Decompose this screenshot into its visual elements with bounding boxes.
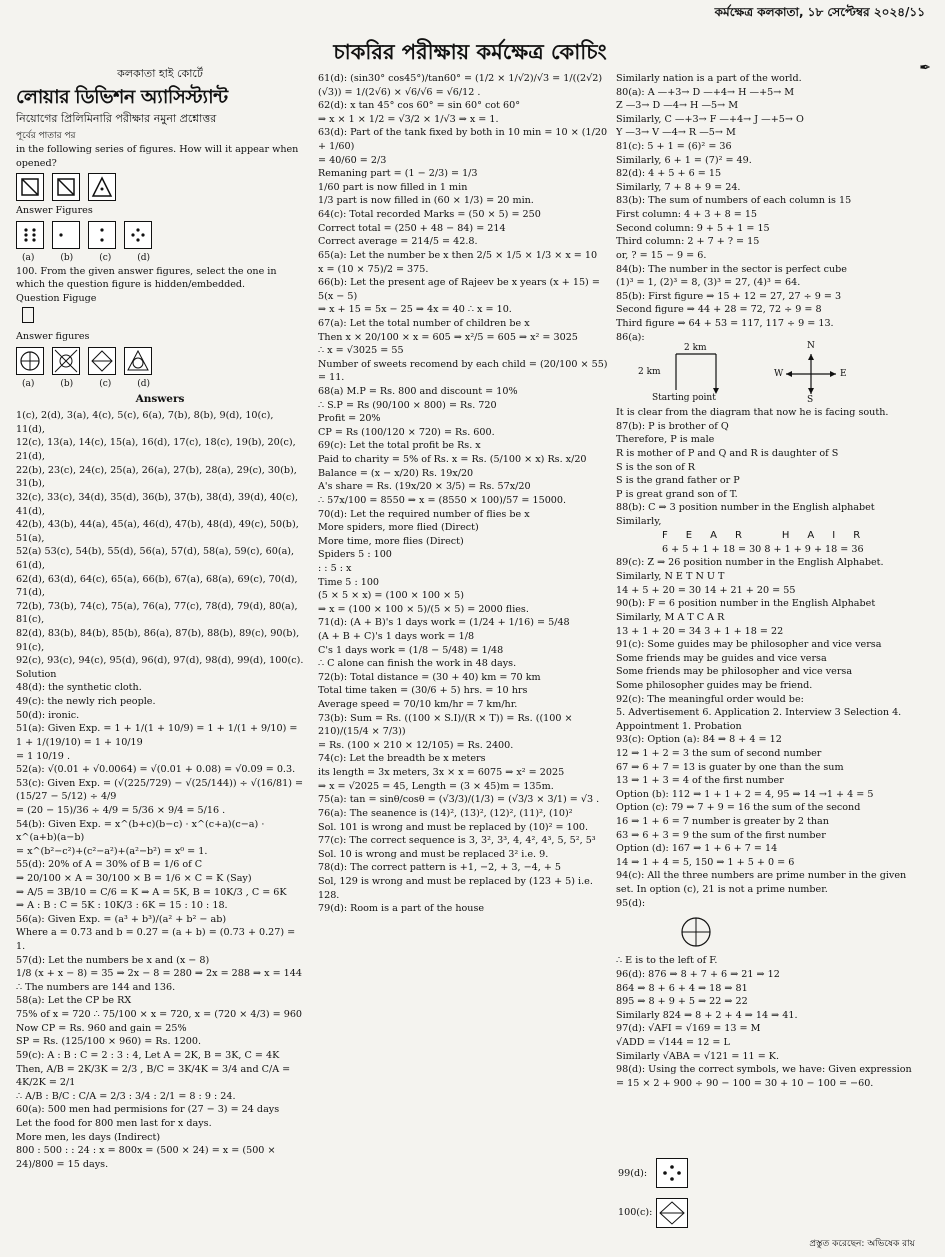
- solution-line: 13 ⇒ 1 + 3 = 4 of the first number: [616, 775, 784, 787]
- solution-line: Correct total = (250 + 48 − 84) = 214: [318, 222, 506, 234]
- solution-line: 13 + 1 + 20 = 34 3 + 1 + 18 = 22: [616, 625, 784, 637]
- solution-line: 67 ⇒ 6 + 7 = 13 is guater by one than the sum: [616, 761, 844, 773]
- solution-line: or, ? = 15 − 9 = 6.: [616, 249, 707, 261]
- solution-line: 97(d): √AFI = √169 = 13 = M: [616, 1023, 761, 1035]
- answer-line: 42(b), 43(b), 44(a), 45(a), 46(d), 47(b), 48(d), 49(c), 50(b), 51(a),: [16, 519, 299, 544]
- col3-solutions-a: [616, 72, 916, 331]
- solution-line: 62(d): x tan 45° cos 60° = sin 60° cot 60°: [318, 100, 521, 112]
- solution-line: ∴ C alone can finish the work in 48 days.: [318, 658, 517, 670]
- solution-line: 75(a): tan = sinθ/cosθ = (√3/3)/(1/3) = (√3/3 × 3/1) = √3 .: [318, 794, 600, 806]
- answer-line: 72(b), 73(b), 74(c), 75(a), 76(a), 77(c), 78(d), 79(d), 80(a), 81(c),: [16, 600, 298, 626]
- column-3: [616, 72, 916, 1252]
- solution-line: 91(c): Some guides may be philosopher and vice versa: [616, 639, 882, 651]
- question-figure-1: [16, 173, 44, 201]
- embed-figure-d: [124, 347, 152, 375]
- solution-line: ⇒ A/5 = 3B/10 = C/6 = K ⇒ A = 5K, B = 10K/3 , C = 6K: [16, 886, 287, 898]
- solution-line: x = (10 × 75)/2 = 375.: [318, 263, 429, 275]
- seating-diagram: [616, 910, 916, 954]
- solution-line: It is clear from the diagram that now he is facing south.: [616, 407, 889, 419]
- post-subtitle: নিয়োগের প্রিলিমিনারি পরীক্ষার নমুনা প্রশ্নোত্তর: [16, 111, 217, 125]
- col3-solutions-c: [616, 556, 916, 896]
- solution-line: = Rs. (100 × 210 × 12/105) = Rs. 2400.: [318, 739, 514, 751]
- question-figure-2: [52, 173, 80, 201]
- answer-line: 82(d), 83(b), 84(b), 85(b), 86(a), 87(b), 88(b), 89(c), 90(b), 91(c),: [16, 628, 300, 653]
- solution-line: 80(a): A —+3→ D —+4→ H —+5→ M: [616, 86, 795, 98]
- solution-line: 67(a): Let the total number of children be x: [318, 317, 530, 329]
- solution-line: Profit = 20%: [318, 413, 381, 425]
- diag-2km-left: 2 km: [638, 367, 661, 378]
- solution-line: Similarly, 6 + 1 = (7)² = 49.: [616, 154, 752, 166]
- solution-line: Second column: 9 + 5 + 1 = 15: [616, 222, 770, 234]
- solution-line: 5. Advertisement 6. Application 2. Interview 3 Selection 4. Appointment 1. Probation: [616, 707, 902, 732]
- solution-line: ⇒ A : B : C = 5K : 10K/3 : 6K = 15 : 10 : 18.: [16, 900, 228, 912]
- solution-line: ⇒ x = √2025 = 45, Length = (3 × 45)m = 135m.: [318, 780, 554, 792]
- solution-line: 71(d): (A + B)'s 1 days work = (1/24 + 1/16) = 5/48: [318, 617, 570, 629]
- fear-hair-sums: 6 + 5 + 1 + 18 = 30 8 + 1 + 9 + 18 = 36: [662, 543, 864, 555]
- answer-figures-label-1: Answer Figures: [16, 205, 93, 217]
- solution-line: 53(c): Given Exp. = (√(225/729) − √(25/144)) ÷ √(16/81) = (15/27 − 5/12) ÷ 4/9: [16, 777, 304, 803]
- solution-line: Now CP = Rs. 960 and gain = 25%: [16, 1022, 187, 1034]
- solution-line: 94(c): All the three numbers are prime number in the given set. In option (c), 21 is not a prime number.: [616, 870, 907, 896]
- answer-line: 1(c), 2(d), 3(a), 4(c), 5(c), 6(a), 7(b), 8(b), 9(d), 10(c), 11(d),: [16, 410, 274, 435]
- solution-line: 16 ⇒ 1 + 6 = 7 number is greater by 2 than: [616, 816, 829, 828]
- answer-figure-a: [16, 221, 44, 249]
- solution-line: Let the food for 800 men last for x days.: [16, 1117, 212, 1129]
- solution-line: Some friends may be guides and vice versa: [616, 652, 827, 664]
- solution-line: ⇒ x = (100 × 100 × 5)/(5 × 5) = 2000 flies.: [318, 603, 529, 615]
- solution-line: Some friends may be philosopher and vice versa: [616, 666, 853, 678]
- solution-line: 84(b): The number in the sector is perfect cube: [616, 263, 847, 275]
- answer-line: 12(c), 13(a), 14(c), 15(a), 16(d), 17(c), 18(c), 19(b), 20(c), 21(d),: [16, 437, 296, 463]
- col3-solutions-d: [616, 954, 916, 1090]
- solution-line: = (20 − 15)/36 ÷ 4/9 = 5/36 × 9/4 = 5/16 .: [16, 804, 226, 816]
- solution-line: CP = Rs (100/120 × 720) = Rs. 600.: [318, 426, 495, 438]
- solution-line: 81(c): 5 + 1 = (6)² = 36: [616, 141, 732, 153]
- solution-line: More spiders, more flied (Direct): [318, 522, 479, 534]
- solution-line: 59(c): A : B : C = 2 : 3 : 4, Let A = 2K, B = 3K, C = 4K: [16, 1049, 280, 1061]
- fig-label-c: (c): [99, 378, 112, 389]
- solution-line: 55(d): 20% of A = 30% of B = 1/6 of C: [16, 859, 203, 871]
- solution-line: Total time taken = (30/6 + 5) hrs. = 10 hrs: [318, 685, 528, 697]
- letter: F: [662, 529, 668, 541]
- solution-line: 63 ⇒ 6 + 3 = 9 the sum of the first number: [616, 829, 826, 841]
- solution-line: Some philosopher guides may be friend.: [616, 679, 813, 691]
- solution-line: ⇒ x × 1 × 1/2 = √3/2 × 1/√3 ⇒ x = 1.: [318, 113, 499, 125]
- solution-line: 1/8 (x + x − 8) = 35 ⇒ 2x − 8 = 280 ⇒ 2x = 288 ⇒ x = 144: [16, 968, 302, 980]
- solution-line: More men, les days (Indirect): [16, 1131, 161, 1143]
- solution-line: 51(a): Given Exp. = 1 + 1/(1 + 10/9) = 1 + 1/(1 + 9/10) = 1 + 1/(19/10) = 1 + 10/19: [16, 723, 298, 748]
- solution-line: C's 1 days work = (1/8 − 5/48) = 1/48: [318, 644, 504, 656]
- solution-line: : : 5 : x: [318, 562, 352, 574]
- diag-starting-point: Starting point: [652, 393, 716, 404]
- solution-line: ∴ A/B : B/C : C/A = 2/3 : 3/4 : 2/1 = 8 : 9 : 24.: [16, 1090, 236, 1102]
- solution-line: R is mother of P and Q and R is daughter of S: [616, 448, 839, 460]
- q100-answer-figure: [656, 1198, 688, 1228]
- solution-line: Sol. 10 is wrong and must be replaced 3² i.e. 9.: [318, 848, 549, 860]
- solution-line: 52(a): √(0.01 + √0.0064) = √(0.01 + 0.08) = √0.09 = 0.3.: [16, 764, 296, 776]
- solution-line: 82(d): 4 + 5 + 6 = 15: [616, 168, 722, 180]
- question-99: in the following series of figures. How will it appear when opened?: [16, 143, 299, 169]
- solution-line: Time 5 : 100: [318, 576, 380, 588]
- solution-line: 68(a) M.P = Rs. 800 and discount = 10%: [318, 386, 518, 398]
- answer-line: 92(c), 93(c), 94(c), 95(d), 96(d), 97(d), 98(d), 99(d), 100(c).: [16, 655, 304, 667]
- solution-line: = x^(b²−c²)+(c²−a²)+(a²−b²) = x⁰ = 1.: [16, 845, 208, 857]
- solution-line: (1)³ = 1, (2)³ = 8, (3)³ = 27, (4)³ = 64.: [616, 277, 801, 289]
- answer-line: 52(a) 53(c), 54(b), 55(d), 56(a), 57(d), 58(a), 59(c), 60(a), 61(d),: [16, 546, 295, 571]
- answer-figure-c: [88, 221, 116, 249]
- question-figures-99: [16, 173, 304, 201]
- solution-line: 49(c): the newly rich people.: [16, 696, 156, 708]
- seating-circle-icon: [666, 910, 786, 954]
- answers-heading: Answers: [135, 393, 185, 406]
- solution-line: Where a = 0.73 and b = 0.27 = (a + b) = (0.73 + 0.27) = 1.: [16, 927, 296, 953]
- solution-line: 61(d): (sin30° cos45°)/tan60° = (1/2 × 1/√2)/√3 = 1/((2√2)(√3)) = 1/(2√6) × √6/√6 = √6/12 .: [318, 73, 603, 98]
- answer-figures-100: [16, 347, 304, 375]
- solution-line: 895 ⇒ 8 + 9 + 5 ⇒ 22 ⇒ 22: [616, 996, 748, 1008]
- solution-line: 14 ⇒ 1 + 4 = 5, 150 ⇒ 1 + 5 + 0 = 6: [616, 856, 795, 868]
- letter: H: [781, 529, 790, 541]
- solution-line: Balance = (x − x/20) Rs. 19x/20: [318, 467, 474, 479]
- solution-line: 79(d): Room is a part of the house: [318, 903, 485, 915]
- q86-label: 86(a):: [616, 331, 645, 343]
- compass-east: E: [840, 369, 847, 380]
- solution-line: Option (b): 112 ⇒ 1 + 1 + 2 = 4, 95 ⇒ 14 →1 + 4 = 5: [616, 788, 874, 800]
- solution-line: 66(b): Let the present age of Rajeev be x years (x + 15) = 5(x − 5): [318, 277, 600, 302]
- solution-line: 73(b): Sum = Rs. ((100 × S.I)/(R × T)) = Rs. ((100 × 210)/(15/4 × 7/3)): [318, 712, 573, 738]
- answer-figures-99: [16, 221, 304, 249]
- solution-line: 54(b): Given Exp. = x^(b+c)(b−c) · x^(c+a)(c−a) · x^(a+b)(a−b): [16, 818, 265, 844]
- answer-line: 22(b), 23(c), 24(c), 25(a), 26(a), 27(b), 28(a), 29(c), 30(b), 31(b),: [16, 464, 297, 490]
- solution-line: 85(b): First figure ⇒ 15 + 12 = 27, 27 ÷ 9 = 3: [616, 290, 842, 302]
- solution-line: 69(c): Let the total profit be Rs. x: [318, 440, 481, 452]
- answer-figures-label-2: Answer figures: [16, 330, 90, 342]
- solution-line: Correct average = 214/5 = 42.8.: [318, 236, 478, 248]
- letter: A: [807, 529, 815, 541]
- diag-2km-top: 2 km: [684, 343, 707, 354]
- solution-line: S is the grand father or P: [616, 475, 740, 487]
- answer-figure-b: [52, 221, 80, 249]
- fig-label-a: (a): [22, 378, 35, 389]
- solution-line: ∴ 57x/100 = 8550 ⇒ x = (8550 × 100)/57 = 15000.: [318, 494, 567, 506]
- solution-line: Option (c): 79 ⇒ 7 + 9 = 16 the sum of the second: [616, 802, 861, 814]
- fig-label-d: (d): [137, 378, 151, 389]
- fig-label-b: (b): [60, 378, 74, 389]
- solution-line: P is great grand son of T.: [616, 488, 738, 500]
- compass-west: W: [774, 369, 784, 380]
- solution-line: 92(c): The meaningful order would be:: [616, 693, 804, 705]
- letter: A: [710, 529, 717, 541]
- solution-line: 800 : 500 : : 24 : x = 800x = (500 × 24) = x = (500 × 24)/800 = 15 days.: [16, 1145, 276, 1170]
- solution-line: Paid to charity = 5% of Rs. x = Rs. (5/100 × x) Rs. x/20: [318, 454, 587, 466]
- solution-line: 83(b): The sum of numbers of each column is 15: [616, 195, 852, 207]
- solution-line: Similarly nation is a part of the world.: [616, 73, 802, 84]
- solution-line: 75% of x = 720 ∴ 75/100 × x = 720, x = (720 × 4/3) = 960: [16, 1009, 303, 1021]
- solution-line: 77(c): The correct sequence is 3, 3², 3³, 4, 4², 4³, 5, 5², 5³: [318, 835, 596, 847]
- solution-line: Then x × 20/100 × x = 605 ⇒ x²/5 = 605 ⇒ x² = 3025: [318, 331, 578, 343]
- solution-line: 93(c): Option (a): 84 ⇒ 8 + 4 = 12: [616, 734, 782, 746]
- solution-line: = 40/60 = 2/3: [318, 154, 387, 166]
- solution-line: Third figure ⇒ 64 + 53 = 117, 117 ÷ 9 = 13.: [616, 317, 834, 329]
- solution-line: 89(c): Z ⇒ 26 position number in the English Alphabet.: [616, 557, 884, 569]
- solution-line: Option (d): 167 ⇒ 1 + 6 + 7 = 14: [616, 843, 778, 855]
- post-title: লোয়ার ডিভিশন অ্যাসিস্ট্যান্ট: [16, 85, 228, 108]
- solution-line: Sol, 129 is wrong and must be replaced by (123 + 5) i.e. 128.: [318, 875, 593, 901]
- col2-solutions: [318, 72, 608, 916]
- solution-line: ∴ S.P = Rs (90/100 × 800) = Rs. 720: [318, 399, 497, 411]
- q99-answer-figure: [656, 1158, 688, 1188]
- continued-label: পূর্বের পাতার পর: [16, 131, 76, 142]
- answer-figure-d: [124, 221, 152, 249]
- solution-line: S is the son of R: [616, 461, 695, 473]
- solution-line: (A + B + C)'s 1 days work = 1/8: [318, 630, 475, 642]
- solution-line: Average speed = 70/10 km/hr = 7 km/hr.: [318, 699, 518, 711]
- solutions-list: [16, 681, 304, 1171]
- solution-line: Similarly √ABA = √121 = 11 = K.: [616, 1050, 780, 1062]
- solution-line: ⇒ 20/100 × A = 30/100 × B = 1/6 × C = K (Say): [16, 872, 252, 884]
- solution-line: Then, A/B = 2K/3K = 2/3 , B/C = 3K/4K = 3/4 and C/A = 4K/2K = 2/1: [16, 1063, 291, 1089]
- masthead: কর্মক্ষেত্র কলকাতা, ১৮ সেপ্টেম্বর ২০২৪/১১: [714, 5, 925, 19]
- solution-line: Therefore, P is male: [616, 434, 715, 446]
- solution-heading: Solution: [16, 668, 57, 680]
- figure-labels-1: [22, 252, 304, 265]
- solution-line: 70(d): Let the required number of flies be x: [318, 508, 530, 520]
- q100-answer-label: 100(c):: [618, 1207, 653, 1218]
- solution-line: 65(a): Let the number be x then 2/5 × 1/5 × 1/3 × x = 10: [318, 249, 598, 261]
- solution-line: ∴ x = √3025 = 55: [318, 345, 404, 357]
- column-2: [318, 72, 608, 1252]
- solution-line: Third column: 2 + 7 + ? = 15: [616, 236, 760, 248]
- solution-line: Second figure ⇒ 44 + 28 = 72, 72 ÷ 9 = 8: [616, 304, 822, 316]
- compass-north: N: [807, 341, 815, 352]
- solution-line: 74(c): Let the breadth be x meters: [318, 753, 486, 765]
- solution-line: 57(d): Let the numbers be x and (x − 8): [16, 954, 210, 966]
- fig-label-d: (d): [137, 252, 151, 263]
- solution-line: 60(a): 500 men had permisions for (27 − 3) = 24 days: [16, 1104, 280, 1116]
- solution-line: Z —3→ D —4→ H —5→ M: [616, 100, 739, 112]
- column-1: [16, 64, 304, 1249]
- fig-label-a: (a): [22, 252, 35, 263]
- solution-line: 12 ⇒ 1 + 2 = 3 the sum of second number: [616, 748, 822, 759]
- answer-line: 62(d), 63(d), 64(c), 65(a), 66(b), 67(a), 68(a), 69(c), 70(d), 71(d),: [16, 573, 298, 599]
- q99-answer-label: 99(d):: [618, 1168, 648, 1179]
- direction-diagram: [616, 341, 916, 406]
- solution-line: Spiders 5 : 100: [318, 549, 392, 561]
- solution-line: ⇒ x + 15 = 5x − 25 ⇒ 4x = 40 ∴ x = 10.: [318, 304, 512, 316]
- solution-line: 98(d): Using the correct symbols, we have: Given expression = 15 × 2 + 900 ÷ 90 − 100 = 30 + 10 − 100 = −60.: [616, 1064, 912, 1089]
- answers-list: [16, 409, 304, 668]
- solution-line: SP = Rs. (125/100 × 960) = Rs. 1200.: [16, 1036, 202, 1048]
- fig-label-c: (c): [99, 252, 112, 263]
- solution-line: 14 + 5 + 20 = 30 14 + 21 + 20 = 55: [616, 584, 796, 596]
- banner-title: চাকরির পরীক্ষায় কর্মক্ষেত্র কোচিং: [333, 40, 607, 64]
- answer-line: 32(c), 33(c), 34(d), 35(d), 36(b), 37(b), 38(d), 39(d), 40(c), 41(d),: [16, 491, 299, 517]
- solution-line: Y —3→ V —4→ R —5→ M: [616, 127, 736, 139]
- solution-line: 88(b): C ⇒ 3 position number in the English alphabet: [616, 502, 875, 514]
- col3-solutions-b: [616, 406, 916, 528]
- solution-line: 87(b): P is brother of Q: [616, 420, 729, 432]
- court-label: কলকাতা হাই কোর্টে: [117, 67, 203, 80]
- fig-label-b: (b): [60, 252, 74, 263]
- footer-credit: প্রস্তুত করেছেন: অভিষেক রায়: [809, 1239, 915, 1249]
- solution-line: Similarly, M A T C A R: [616, 611, 725, 623]
- letter: R: [853, 529, 861, 541]
- solution-line: √ADD = √144 = 12 = L: [616, 1036, 730, 1048]
- solution-line: A's share = Rs. (19x/20 × 3/5) = Rs. 57x/20: [318, 481, 531, 493]
- solution-line: Remaning part = (1 − 2/3) = 1/3: [318, 168, 478, 180]
- solution-line: 76(a): The seanence is (14)², (13)², (12)², (11)², (10)²: [318, 807, 573, 819]
- solution-line: Similarly 824 ⇒ 8 + 2 + 4 ⇒ 14 ⇒ 41.: [616, 1009, 798, 1021]
- solution-line: 50(d): ironic.: [16, 709, 80, 721]
- solution-line: 63(d): Part of the tank fixed by both in 10 min = 10 × (1/20 + 1/60): [318, 127, 608, 153]
- question-100: 100. From the given answer figures, select the one in which the question figure is hidden/embedded.: [16, 265, 277, 291]
- solution-line: ∴ E is to the left of F.: [616, 955, 718, 967]
- solution-line: 90(b): F = 6 position number in the English Alphabet: [616, 598, 876, 610]
- solution-line: Number of sweets recomend by each child = (20/100 × 55) = 11.: [318, 358, 608, 384]
- letter: I: [832, 529, 836, 541]
- question-figure-3: [88, 173, 116, 201]
- solution-line: 48(d): the synthetic cloth.: [16, 682, 142, 694]
- solution-line: Similarly, N E T N U T: [616, 571, 725, 583]
- solution-line: Similarly, C —+3→ F —+4→ J —+5→ O: [616, 113, 804, 125]
- compass-south: S: [807, 395, 814, 406]
- solution-line: its length = 3x meters, 3x × x = 6075 ⇒ x² = 2025: [318, 767, 565, 779]
- pen-icon: ✒: [919, 60, 931, 76]
- solution-line: 64(c): Total recorded Marks = (50 × 5) = 250: [318, 209, 541, 221]
- question-figure-100: [22, 307, 34, 323]
- solution-line: 72(b): Total distance = (30 + 40) km = 70 km: [318, 671, 541, 683]
- solution-line: Sol. 101 is wrong and must be replaced by (10)² = 100.: [318, 821, 589, 833]
- solution-line: = 1 10/19 .: [16, 750, 70, 762]
- solution-line: First column: 4 + 3 + 8 = 15: [616, 209, 758, 221]
- solution-line: Similarly,: [616, 516, 662, 528]
- embed-figure-c: [88, 347, 116, 375]
- figure-labels-2: [22, 378, 304, 391]
- solution-line: 864 ⇒ 8 + 6 + 4 ⇒ 18 ⇒ 81: [616, 982, 748, 994]
- q95-label: 95(d):: [616, 897, 646, 909]
- solution-line: Similarly, 7 + 8 + 9 = 24.: [616, 181, 741, 193]
- letter: E: [685, 529, 693, 541]
- solution-line: 1/3 part is now filled in (60 × 1/3) = 20 min.: [318, 195, 534, 207]
- solution-line: 78(d): The correct pattern is +1, −2, + 3, −4, + 5: [318, 862, 562, 874]
- solution-line: More time, more flies (Direct): [318, 535, 464, 547]
- fear-hair-letters: [616, 529, 916, 543]
- solution-line: (5 × 5 × x) = (100 × 100 × 5): [318, 590, 465, 602]
- solution-line: ∴ The numbers are 144 and 136.: [16, 981, 176, 993]
- solution-line: 1/60 part is now filled in 1 min: [318, 181, 468, 193]
- solution-line: 58(a): Let the CP be RX: [16, 995, 132, 1007]
- question-figure-label: Question Figuge: [16, 292, 97, 304]
- embed-figure-a: [16, 347, 44, 375]
- embed-figure-b: [52, 347, 80, 375]
- solution-line: 96(d): 876 ⇒ 8 + 7 + 6 ⇒ 21 ⇒ 12: [616, 968, 780, 980]
- letter: R: [734, 529, 742, 541]
- solution-line: 56(a): Given Exp. = (a³ + b³)/(a² + b² − ab): [16, 913, 227, 925]
